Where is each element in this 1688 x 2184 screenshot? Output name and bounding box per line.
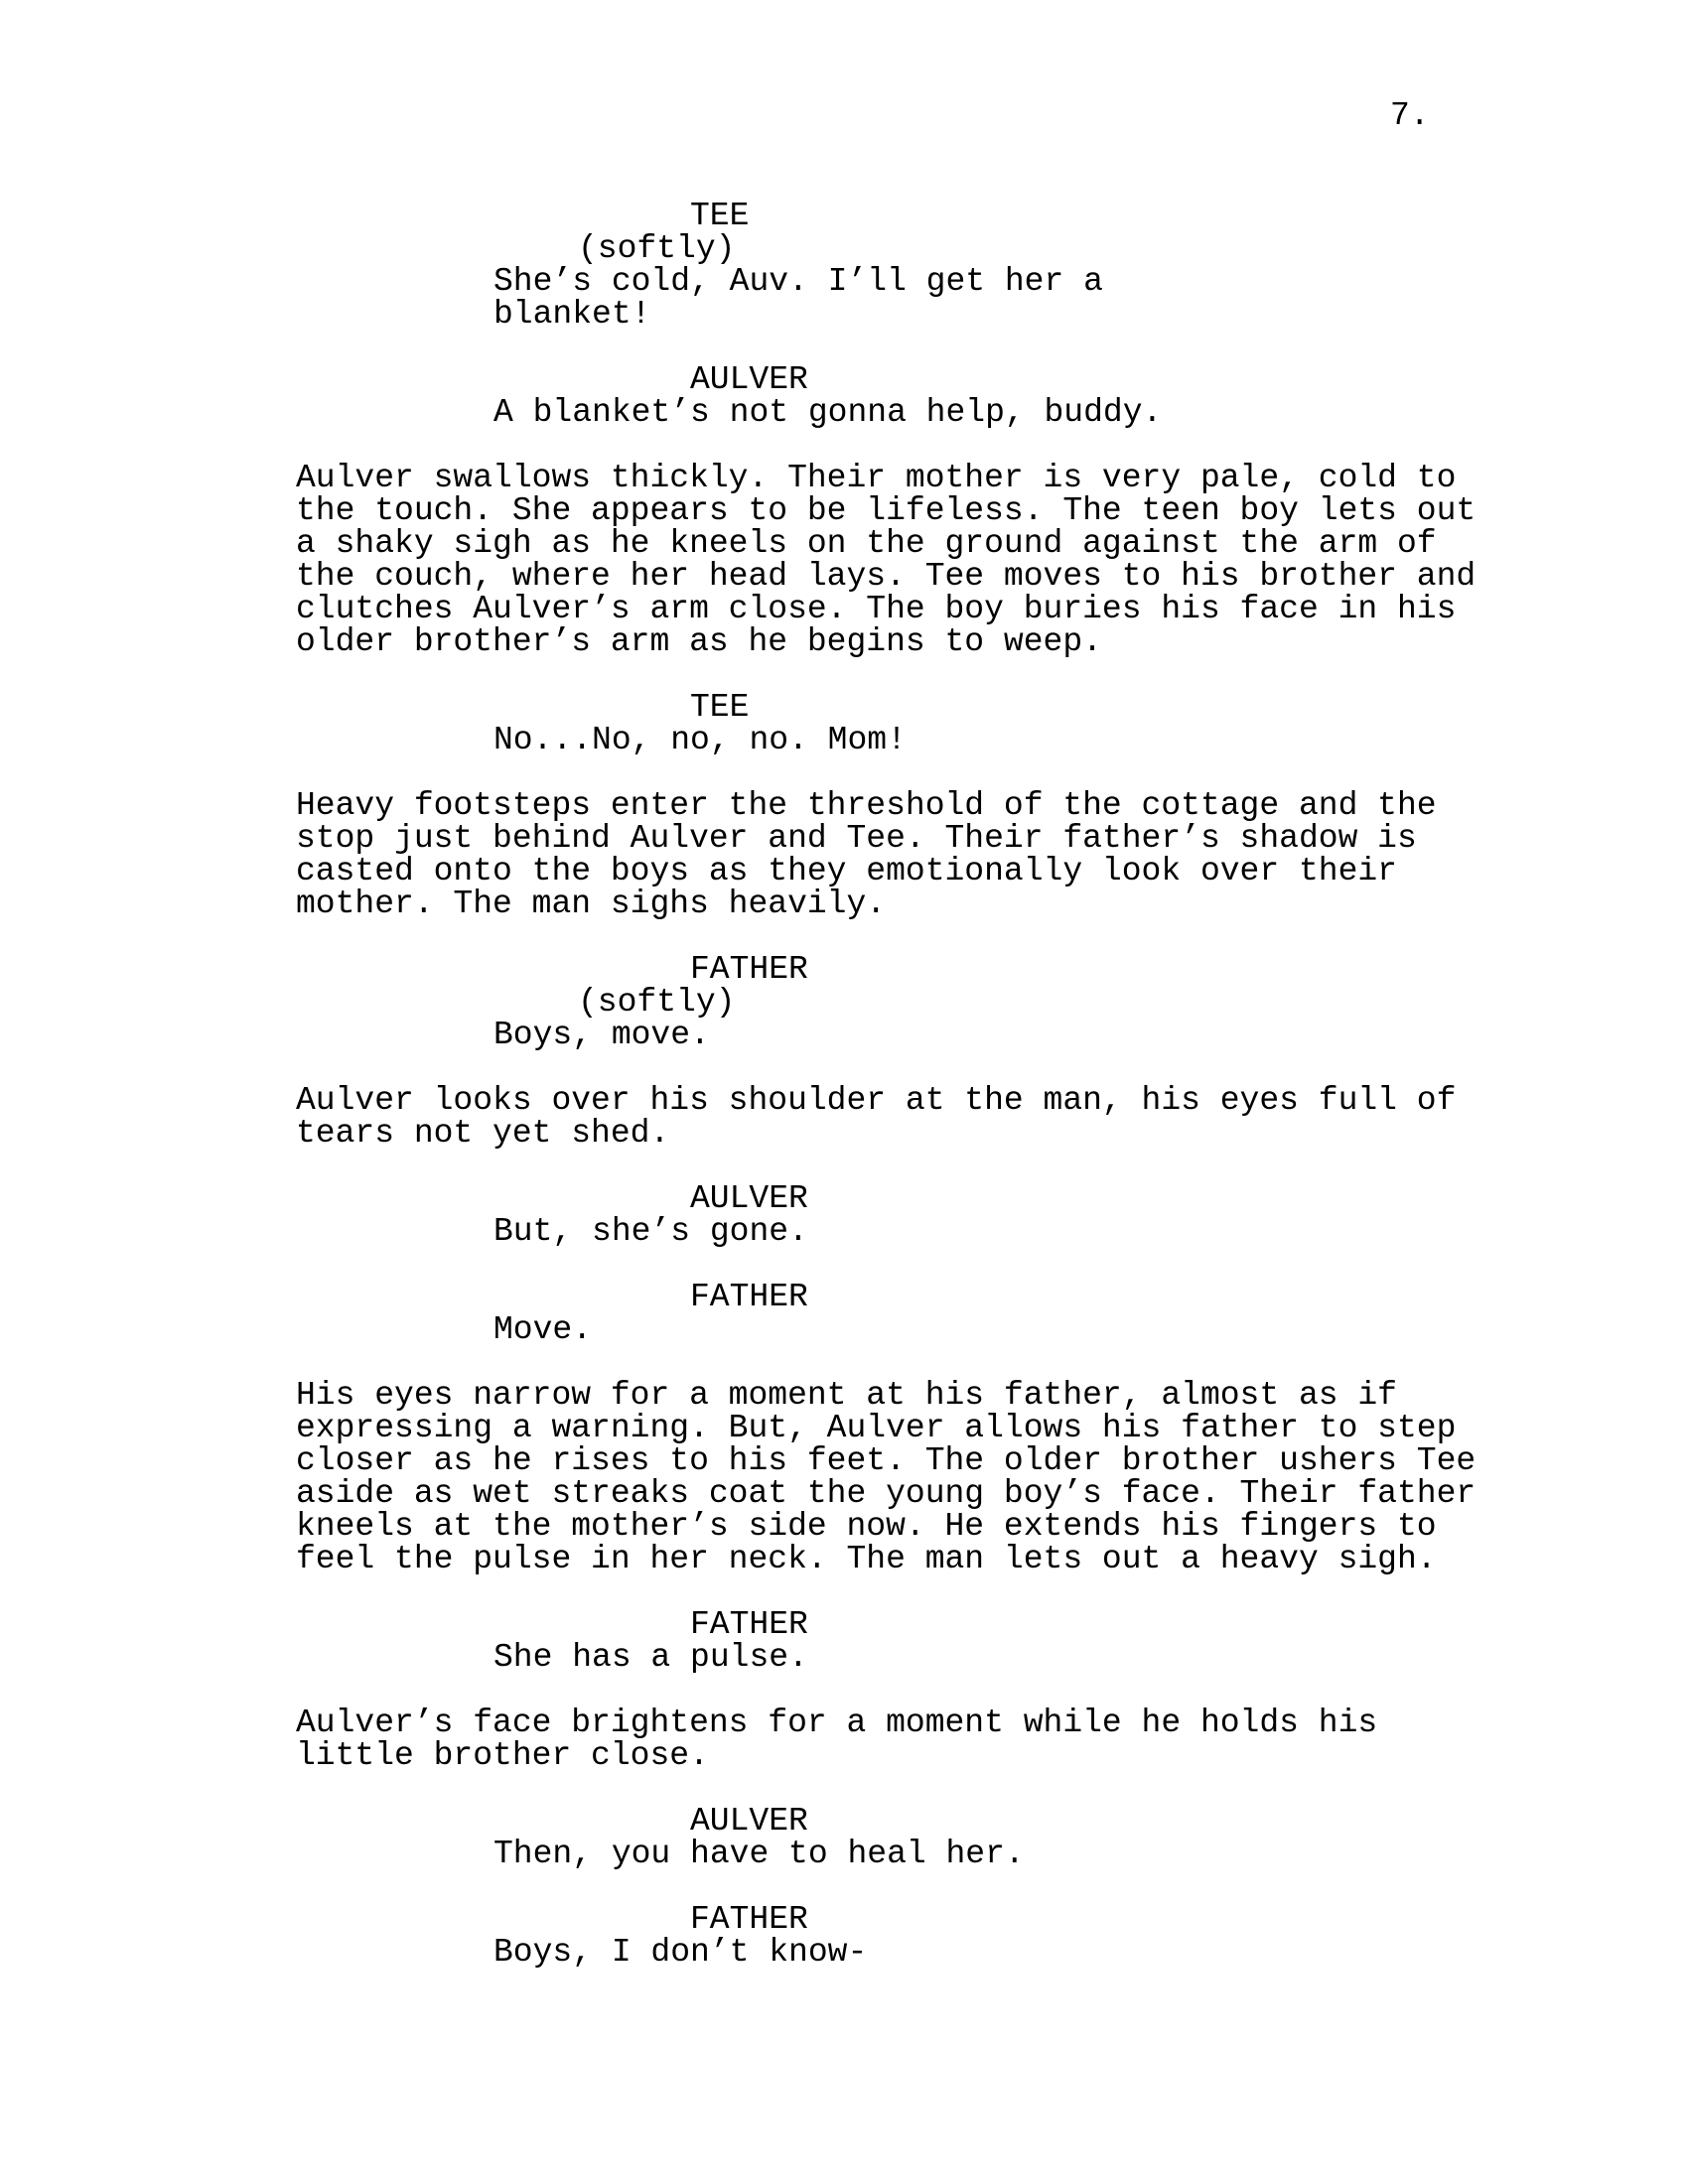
action-paragraph	[296, 1377, 1477, 1577]
dialogue-block	[296, 1641, 1468, 1674]
action-line: older brother’s arm as he begins to weep.	[296, 623, 1102, 660]
blank-line	[296, 658, 1468, 691]
action-line: kneels at the mother’s side now. He extends his fingers to	[296, 1508, 1437, 1545]
action-line: aside as wet streaks coat the young boy’s face. Their father	[296, 1475, 1477, 1512]
dialogue-block	[296, 1019, 1468, 1051]
blank-line	[296, 1346, 1468, 1379]
dialogue-line: She has a pulse.	[493, 1639, 808, 1676]
dialogue-line: A blanket’s not gonna help, buddy.	[493, 394, 1163, 431]
action-line: Aulver swallows thickly. Their mother is very pale, cold to	[296, 460, 1457, 496]
parenthetical: (softly)	[578, 230, 736, 267]
blank-line	[296, 1674, 1468, 1706]
action-line: stop just behind Aulver and Tee. Their father’s shadow is	[296, 820, 1417, 857]
dialogue-block	[296, 1838, 1468, 1870]
dialogue-line: Boys, move.	[493, 1017, 710, 1053]
action-line: Aulver’s face brightens for a moment while he holds his	[296, 1705, 1378, 1741]
character-cue: AULVER	[690, 1180, 808, 1217]
dialogue-block	[296, 1313, 1468, 1346]
action-paragraph	[296, 1084, 1468, 1150]
action-paragraph	[296, 1706, 1468, 1772]
character-cue: AULVER	[690, 1803, 808, 1840]
dialogue-block	[296, 1936, 1468, 1969]
action-line: His eyes narrow for a moment at his father, almost as if	[296, 1377, 1397, 1414]
character-cue: FATHER	[690, 951, 808, 988]
blank-line	[296, 1772, 1468, 1805]
blank-line	[296, 756, 1468, 789]
parenthetical: (softly)	[578, 984, 736, 1021]
action-line: a shaky sigh as he kneels on the ground against the arm of	[296, 525, 1437, 562]
character-cue: FATHER	[690, 1606, 808, 1643]
dialogue-line: But, she’s gone.	[493, 1213, 808, 1250]
character-cue: AULVER	[690, 361, 808, 398]
blank-line	[296, 331, 1468, 363]
blank-line	[296, 1575, 1468, 1608]
screenplay-body	[296, 198, 1477, 1971]
action-line: the touch. She appears to be lifeless. The teen boy lets out	[296, 492, 1477, 529]
action-paragraph	[296, 789, 1468, 920]
dialogue-line: Then, you have to heal her.	[493, 1836, 1025, 1872]
blank-line	[296, 1248, 1468, 1281]
action-line: expressing a warning. But, Aulver allows his father to step	[296, 1410, 1457, 1446]
dialogue-line: Boys, I don’t know-	[493, 1934, 868, 1971]
character-cue: TEE	[690, 198, 750, 234]
action-line: Heavy footsteps enter the threshold of the cottage and the	[296, 787, 1437, 824]
blank-line	[296, 920, 1468, 953]
dialogue-line: Move.	[493, 1311, 593, 1348]
blank-line	[296, 1051, 1468, 1084]
dialogue-block	[296, 724, 1468, 756]
action-line: mother. The man sighs heavily.	[296, 886, 887, 922]
action-line: clutches Aulver’s arm close. The boy buries his face in his	[296, 591, 1457, 627]
dialogue-block	[296, 265, 1468, 331]
action-line: Aulver looks over his shoulder at the man, his eyes full of	[296, 1082, 1457, 1119]
action-line: feel the pulse in her neck. The man lets out a heavy sigh.	[296, 1541, 1437, 1577]
action-line: casted onto the boys as they emotionally look over their	[296, 853, 1397, 889]
dialogue-line: She’s cold, Auv. I’ll get her a	[493, 263, 1103, 300]
character-cue: TEE	[690, 689, 750, 726]
action-line: little brother close.	[296, 1737, 709, 1774]
action-line: closer as he rises to his feet. The older brother ushers Tee	[296, 1442, 1477, 1479]
action-paragraph	[296, 460, 1477, 660]
page-number: 7.	[1390, 97, 1430, 134]
action-line: the couch, where her head lays. Tee moves to his brother and	[296, 558, 1477, 595]
blank-line	[296, 1870, 1468, 1903]
action-line: tears not yet shed.	[296, 1115, 670, 1152]
blank-line	[296, 1150, 1468, 1182]
dialogue-line: No...No, no, no. Mom!	[493, 722, 907, 758]
blank-line	[296, 429, 1468, 462]
dialogue-line: blanket!	[493, 296, 651, 333]
dialogue-block	[296, 1215, 1468, 1248]
character-cue: FATHER	[690, 1901, 808, 1938]
dialogue-block	[296, 396, 1468, 429]
character-cue: FATHER	[690, 1279, 808, 1315]
